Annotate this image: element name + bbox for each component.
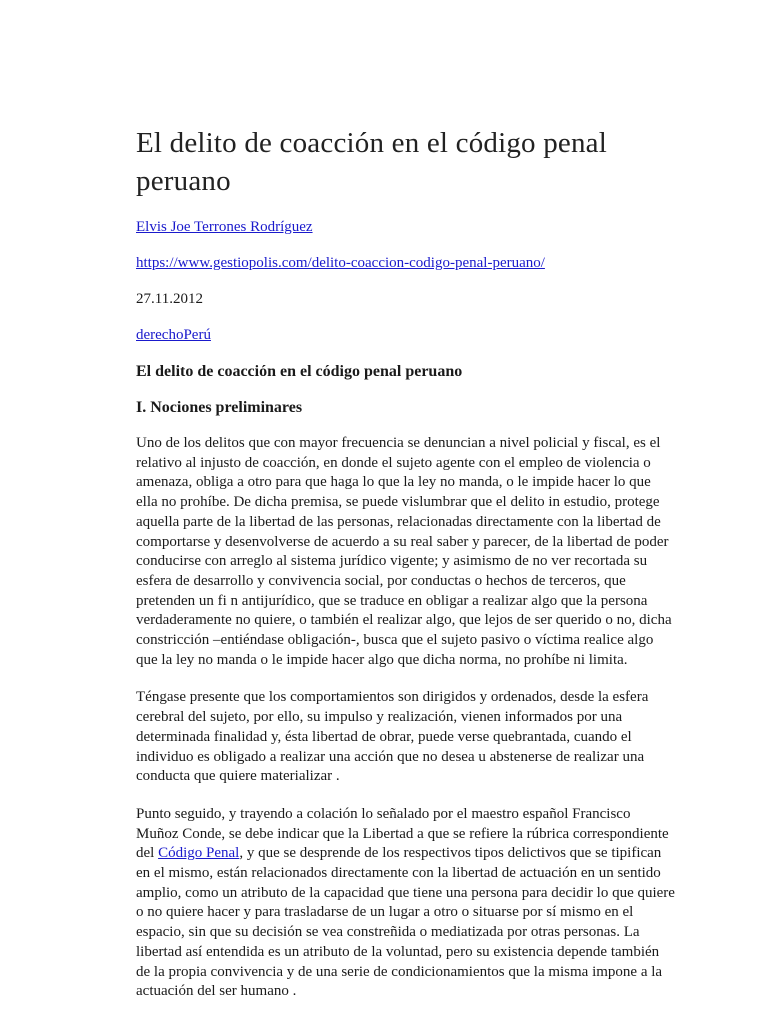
page-title: El delito de coacción en el código penal peruano	[136, 127, 608, 197]
paragraph-1: Uno de los delitos que con mayor frecuencia se denuncian a nivel policial y fiscal, es el relativo al injusto de coacción, en donde el sujeto agente con el empleo de violencia o amenaza, obliga a otro para que haga lo que la ley no manda, o le impide hacer lo que ella no prohíbe. De dicha premisa, se puede vislumbrar que el delito in estudio, protege aquella parte de la libertad de las personas, relacionadas directamente con la libertad de comportarse y desenvolverse de acuerdo a su real saber y parecer, de la libertad de poder conducirse con arreglo al sistema jurídico vigente; y asimismo de no ver recortada su esfera de desarrollo y convivencia social, por conductas o hechos de terceros, que pretenden un fi n antijurídico, que se traduce en obligar a realizar algo que la persona verdaderamente no quiere, o también el realizar algo, que lejos de ser querido o no, dicha constricción –entiéndase obligación-, busca que el sujeto pasivo o víctima realice algo que la ley no manda o le impide hacer algo que dicha norma, no prohíbe ni limita.	[136, 435, 672, 668]
paragraph-3	[136, 805, 676, 1002]
paragraph-3-text-a: Punto seguido, y trayendo a colación lo señalado por el maestro español Francisco Muñoz Conde, se debe indicar que la Libertad a que se refiere la rúbrica correspondiente del	[136, 805, 669, 862]
section-heading: I. Nociones preliminares	[136, 399, 303, 416]
url-line	[136, 254, 676, 272]
article-subtitle: El delito de coacción en el código penal peruano	[136, 363, 463, 380]
author-line	[136, 218, 676, 236]
category-link[interactable]: derechoPerú	[136, 327, 211, 343]
paragraph-3-text-b: , y que se desprende de los respectivos tipos delictivos que se tipifican en el mismo, están relacionados directamente con la libertad de actuación en un sentido amplio, como un atributo de la capacidad que tiene una persona para decidir lo que quiere o no quiere hacer y para trasladarse de un lugar a otro o situarse por sí mismo en el espacio, sin que su decisión se vea constreñida o mediatizada por otras personas. La libertad así entendida es un atributo de la voluntad, pero su existencia depende también de la propia convivencia y de una serie de condicionamientos que la misma impone a la actuación del ser humano .	[136, 845, 675, 1000]
source-url-link[interactable]: https://www.gestiopolis.com/delito-coaccion-codigo-penal-peruano/	[136, 255, 545, 271]
paragraph-2: Téngase presente que los comportamientos son dirigidos y ordenados, desde la esfera cerebral del sujeto, por ello, su impulso y realización, vienen informados por una determinada finalidad y, ésta libertad de obrar, puede verse quebrantada, cuando el individuo es obligado a realizar una acción que no desea u abstenerse de realizar una conducta que quiere materializar .	[136, 689, 649, 785]
category-line	[136, 326, 676, 344]
document-page	[136, 124, 676, 1020]
author-link[interactable]: Elvis Joe Terrones Rodríguez	[136, 219, 313, 235]
codigo-penal-link[interactable]: Código Penal	[158, 845, 240, 862]
date-line: 27.11.2012	[136, 291, 203, 307]
